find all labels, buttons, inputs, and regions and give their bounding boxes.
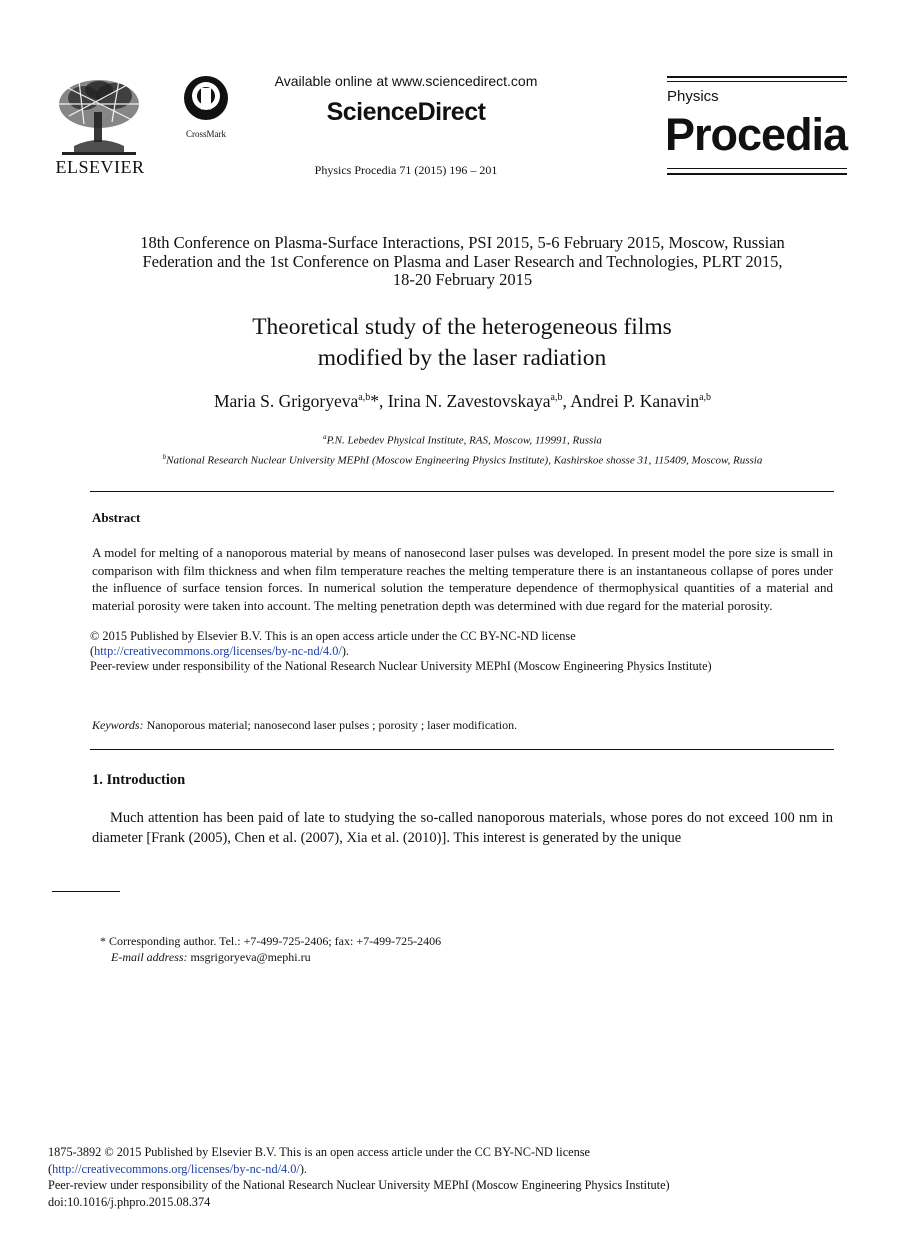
journal-reference: Physics Procedia 71 (2015) 196 – 201: [314, 163, 498, 177]
brand-rule-top: [667, 76, 847, 78]
peer-review-note: Peer-review under responsibility of the National Research Nuclear University MEPhI (Moscow Engineering Physics Institute): [48, 1178, 670, 1192]
keywords-text: Nanoporous material; nanosecond laser pulses ; porosity ; laser modification.: [143, 718, 518, 732]
affiliation-item: [60, 429, 865, 449]
abstract-license: [90, 629, 834, 674]
doi[interactable]: doi:10.1016/j.phpro.2015.08.374: [48, 1194, 211, 1209]
publisher-name: ELSEVIER: [55, 157, 145, 177]
affiliation-mark: a: [323, 433, 327, 441]
email-address[interactable]: msgrigoryeva@mephi.ru: [187, 949, 311, 964]
author-affiliation-mark: a,b: [699, 392, 712, 404]
license-link[interactable]: http://creativecommons.org/licenses/by-nc-nd/4.0/: [94, 644, 342, 658]
available-online-link[interactable]: Available online at www.sciencedirect.com: [274, 73, 538, 89]
title-line-2: modified by the laser radiation: [317, 345, 607, 371]
abstract-body: A model for melting of a nanoporous material by means of nanosecond laser pulses was developed. In present model the pore size is small in comparison with film thickness and when film temperature reaches the melting temperature there is an instantaneous collapse of pores under the influence of surface tension forces. In numerical solution the temperature dependence of thermophysical quantities of a material and material porosity were taken into account. The melting penetration depth was determined with due regard for the material porosity.: [92, 545, 833, 613]
affiliation-text: National Research Nuclear University MEPhI (Moscow Engineering Physics Institute), Kashirskoe shosse 31, 115409, Moscow, Russia: [166, 454, 763, 467]
conference-info: [60, 234, 865, 290]
peer-review-note: Peer-review under responsibility of the National Research Nuclear University MEPhI (Moscow Engineering Physics Institute): [90, 659, 712, 673]
crossmark-badge[interactable]: [178, 74, 234, 139]
email-label: E-mail address:: [111, 949, 188, 964]
title-line-1: Theoretical study of the heterogeneous films: [252, 314, 672, 340]
sciencedirect-logo[interactable]: ScienceDirect: [326, 98, 486, 126]
keywords: [92, 718, 517, 733]
introduction-heading: 1. Introduction: [92, 772, 186, 788]
footnote: [100, 934, 441, 965]
divider-top: [90, 491, 834, 492]
author-separator: ,: [562, 391, 571, 411]
elsevier-tree-logo: [54, 76, 144, 161]
brand-rule-top-thin: [667, 81, 847, 82]
author-name: Irina N. Zavestovskaya: [387, 391, 551, 411]
author-name: Andrei P. Kanavin: [570, 391, 700, 411]
affiliation-item: [60, 449, 865, 469]
crossmark-icon: [182, 74, 230, 122]
paren-open: (: [48, 1161, 53, 1176]
crossmark-label: CrossMark: [186, 129, 226, 139]
conference-line-2: Federation and the 1st Conference on Plasma and Laser Research and Technologies, PLRT 2015,: [142, 251, 783, 271]
affiliation-mark: b: [162, 452, 167, 461]
brand-procedia: Procedia: [665, 109, 848, 160]
affiliations: [60, 429, 865, 468]
conference-line-1: 18th Conference on Plasma-Surface Interactions, PSI 2015, 5-6 February 2015, Moscow, Russian: [140, 233, 785, 252]
brand-rule-bottom-thin: [667, 168, 847, 169]
issn-line: 1875-3892 © 2015 Published by Elsevier B.V. This is an open access article under the CC BY-NC-ND license: [48, 1145, 591, 1159]
license-link[interactable]: http://creativecommons.org/licenses/by-nc-nd/4.0/: [52, 1161, 300, 1176]
paren-close: ).: [341, 644, 349, 658]
brand-physics: Physics: [667, 88, 719, 105]
divider-bottom: [90, 749, 834, 750]
keywords-label: Keywords:: [92, 718, 144, 732]
affiliation-text: P.N. Lebedev Physical Institute, RAS, Moscow, 119991, Russia: [326, 434, 602, 447]
footnote-rule: [52, 891, 120, 892]
conference-line-3: 18-20 February 2015: [392, 270, 533, 289]
abstract-heading: Abstract: [92, 510, 141, 525]
brand-rule-bottom: [667, 173, 847, 175]
paren-open: (: [90, 644, 95, 658]
author-list: [60, 391, 865, 412]
license-line: © 2015 Published by Elsevier B.V. This is an open access article under the CC BY-NC-ND license: [90, 629, 576, 643]
author-name: Maria S. Grigoryeva: [213, 391, 359, 411]
publication-info: [48, 1144, 848, 1210]
author-separator: *,: [370, 391, 388, 411]
author-affiliation-mark: a,b: [550, 392, 563, 404]
introduction-body: Much attention has been paid of late to studying the so-called nanoporous materials, whose pores do not exceed 100 nm in diameter [Frank (2005), Chen et al. (2007), Xia et al. (2010)]. This interest is generated by the unique: [92, 810, 833, 846]
paper-title: [100, 312, 824, 374]
corresponding-author: * Corresponding author. Tel.: +7-499-725-2406; fax: +7-499-725-2406: [100, 934, 442, 948]
paren-close: ).: [299, 1161, 307, 1176]
author-affiliation-mark: a,b: [358, 392, 371, 404]
